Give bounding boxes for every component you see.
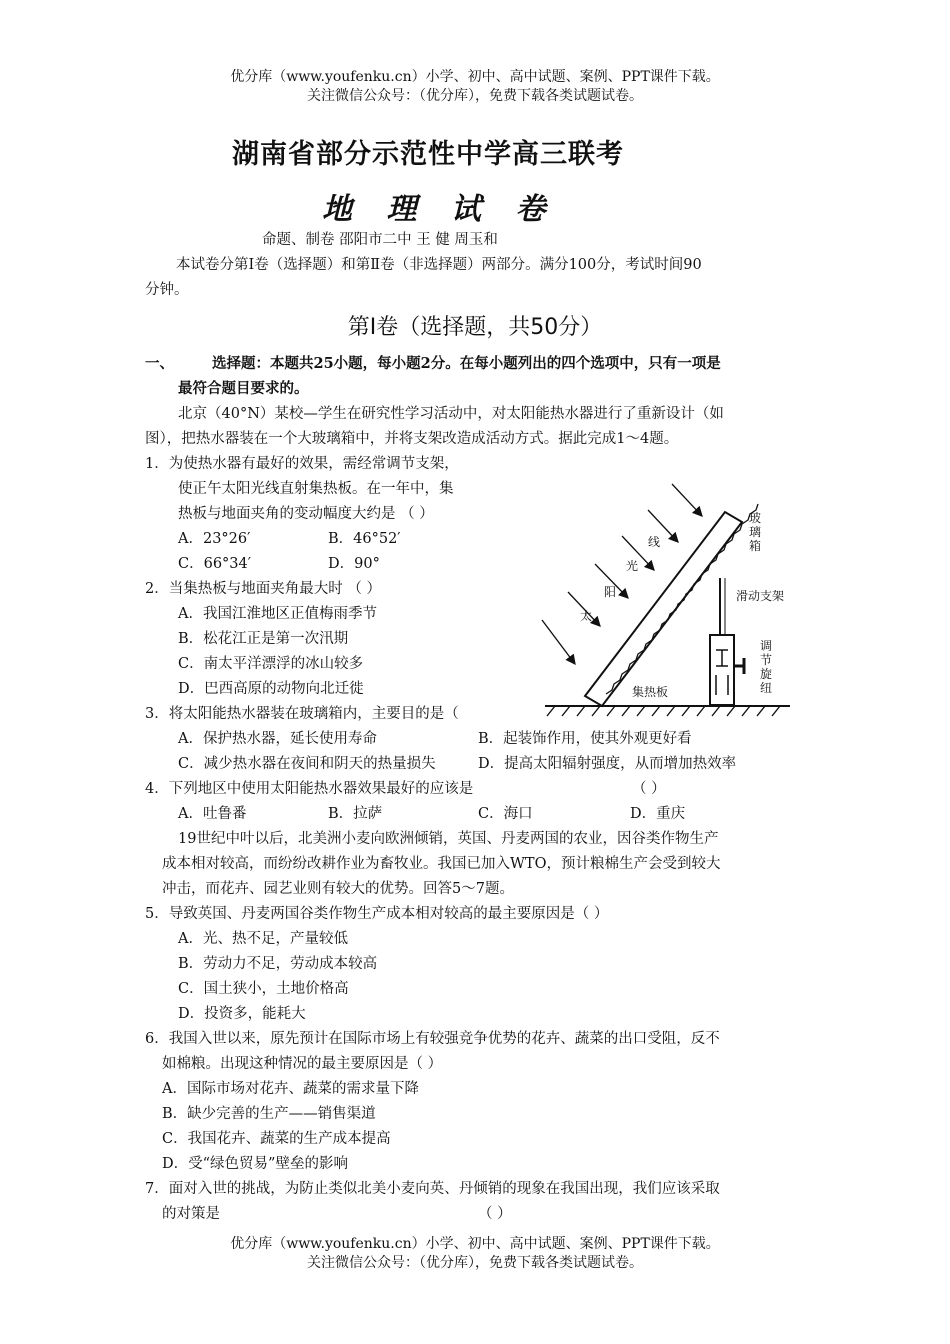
q4-option-a: A．吐鲁番 xyxy=(178,806,247,822)
label-glass-3: 箱 xyxy=(749,539,762,553)
label-knob-2: 节 xyxy=(760,653,773,667)
sun-label-4: 太 xyxy=(580,609,593,623)
section-instruction-1: 选择题：本题共25小题，每小题2分。在每小题列出的四个选项中，只有一项是 xyxy=(212,355,721,372)
q6-option-c: C．我国花卉、蔬菜的生产成本提高 xyxy=(162,1131,391,1147)
footer-line-1: 优分库（www.youfenku.cn）小学、初中、高中试题、案例、PPT课件下载。 xyxy=(230,1236,720,1252)
passage1-line-2: 图），把热水器装在一个大玻璃箱中，并将支架改造成活动方式。据此完成1～4题。 xyxy=(145,431,679,447)
solar-heater-figure xyxy=(520,470,810,730)
section-instruction-2: 最符合题目要求的。 xyxy=(178,380,309,397)
q2-option-a: A．我国江淮地区正值梅雨季节 xyxy=(178,606,377,622)
passage2-line-1: 19世纪中叶以后，北美洲小麦向欧洲倾销，英国、丹麦两国的农业，因谷类作物生产 xyxy=(178,831,719,847)
q3-option-d: D．提高太阳辐射强度，从而增加热效率 xyxy=(478,756,737,772)
q7-line-1: 7．面对入世的挑战，为防止类似北美小麦向英、丹倾销的现象在我国出现，我们应该采取 xyxy=(145,1181,720,1197)
section-heading: 第Ⅰ卷（选择题，共50分） xyxy=(347,315,603,340)
sun-label-2: 光 xyxy=(626,559,639,573)
intro-line-2: 分钟。 xyxy=(145,282,189,298)
q5-option-d: D．投资多，能耗大 xyxy=(178,1006,306,1022)
label-support: 滑动支架 xyxy=(736,589,785,603)
label-knob-4: 纽 xyxy=(760,681,773,695)
q1-line-1: 1．为使热水器有最好的效果，需经常调节支架， xyxy=(145,456,459,472)
q1-option-b: B．46°52′ xyxy=(328,531,401,547)
q4-option-b: B．拉萨 xyxy=(328,806,383,822)
label-knob-3: 旋 xyxy=(760,667,773,681)
q4-option-c: C．海口 xyxy=(478,806,533,822)
q5-stem: 5．导致英国、丹麦两国谷类作物生产成本相对较高的最主要原因是（ ） xyxy=(145,906,609,922)
passage2-line-3: 冲击，而花卉、园艺业则有较大的优势。回答5～7题。 xyxy=(162,881,514,897)
q3-stem: 3．将太阳能热水器装在玻璃箱内，主要目的是（ xyxy=(145,706,459,722)
subject-title: 地 理 试 卷 xyxy=(322,192,558,227)
passage1-line-1: 北京（40°N）某校—学生在研究性学习活动中，对太阳能热水器进行了重新设计（如 xyxy=(178,406,724,422)
q3-option-a: A．保护热水器，延长使用寿命 xyxy=(178,731,377,747)
q6-option-b: B．缺少完善的生产——销售渠道 xyxy=(162,1106,376,1122)
q6-option-a: A．国际市场对花卉、蔬菜的需求量下降 xyxy=(162,1081,419,1097)
header-line-1: 优分库（www.youfenku.cn）小学、初中、高中试题、案例、PPT课件下载。 xyxy=(230,69,720,85)
q7-paren: （ ） xyxy=(478,1206,512,1222)
header-line-2: 关注微信公众号：（优分库），免费下载各类试题试卷。 xyxy=(307,88,643,104)
label-glass-1: 玻 xyxy=(749,511,762,525)
q1-option-d: D．90° xyxy=(328,556,380,572)
label-knob-1: 调 xyxy=(760,639,773,653)
label-plate: 集热板 xyxy=(632,685,669,699)
q5-option-c: C．国土狭小，土地价格高 xyxy=(178,981,349,997)
section-number: 一、 xyxy=(145,355,174,372)
q6-line-2: 如棉粮。出现这种情况的最主要原因是（ ） xyxy=(162,1056,443,1072)
q2-option-d: D．巴西高原的动物向北迁徙 xyxy=(178,681,364,697)
authors: 命题、制卷 邵阳市二中 王 健 周玉和 xyxy=(262,232,498,248)
q2-option-c: C．南太平洋漂浮的冰山较多 xyxy=(178,656,364,672)
q6-line-1: 6．我国入世以来，原先预计在国际市场上有较强竞争优势的花卉、蔬菜的出口受阻，反不 xyxy=(145,1031,720,1047)
q1-option-a: A．23°26′ xyxy=(178,531,251,547)
intro-line-1: 本试卷分第Ⅰ卷（选择题）和第Ⅱ卷（非选择题）两部分。满分100分，考试时间90 xyxy=(176,257,702,273)
q6-option-d: D．受“绿色贸易”壁垒的影响 xyxy=(162,1156,348,1172)
q4-stem: 4．下列地区中使用太阳能热水器效果最好的应该是 xyxy=(145,781,474,797)
q3-option-b: B．起装饰作用，使其外观更好看 xyxy=(478,731,692,747)
footer-line-2: 关注微信公众号：（优分库），免费下载各类试题试卷。 xyxy=(307,1255,643,1271)
ground xyxy=(545,706,790,716)
passage2-line-2: 成本相对较高，而纷纷改耕作业为畜牧业。我国已加入WTO，预计粮棉生产会受到较大 xyxy=(162,856,721,872)
q2-option-b: B．松花江正是第一次汛期 xyxy=(178,631,349,647)
q5-option-b: B．劳动力不足，劳动成本较高 xyxy=(178,956,378,972)
q1-option-c: C．66°34′ xyxy=(178,556,252,572)
q2-stem: 2．当集热板与地面夹角最大时 （ ） xyxy=(145,581,381,597)
q1-line-2: 使正午太阳光线直射集热板。在一年中，集 xyxy=(178,481,454,497)
q5-option-a: A．光、热不足，产量较低 xyxy=(178,931,348,947)
q4-option-d: D．重庆 xyxy=(630,806,686,822)
q7-line-2: 的对策是 xyxy=(162,1206,220,1222)
q1-line-3: 热板与地面夹角的变动幅度大约是 （ ） xyxy=(178,506,434,522)
label-glass-2: 璃 xyxy=(749,525,762,539)
q3-option-c: C．减少热水器在夜间和阴天的热量损失 xyxy=(178,756,436,772)
sun-label-1: 线 xyxy=(648,535,661,549)
sun-label-3: 阳 xyxy=(604,585,617,599)
q4-paren: （ ） xyxy=(632,781,666,797)
adjust-knob xyxy=(734,658,744,674)
exam-title: 湖南省部分示范性中学高三联考 xyxy=(232,139,624,170)
